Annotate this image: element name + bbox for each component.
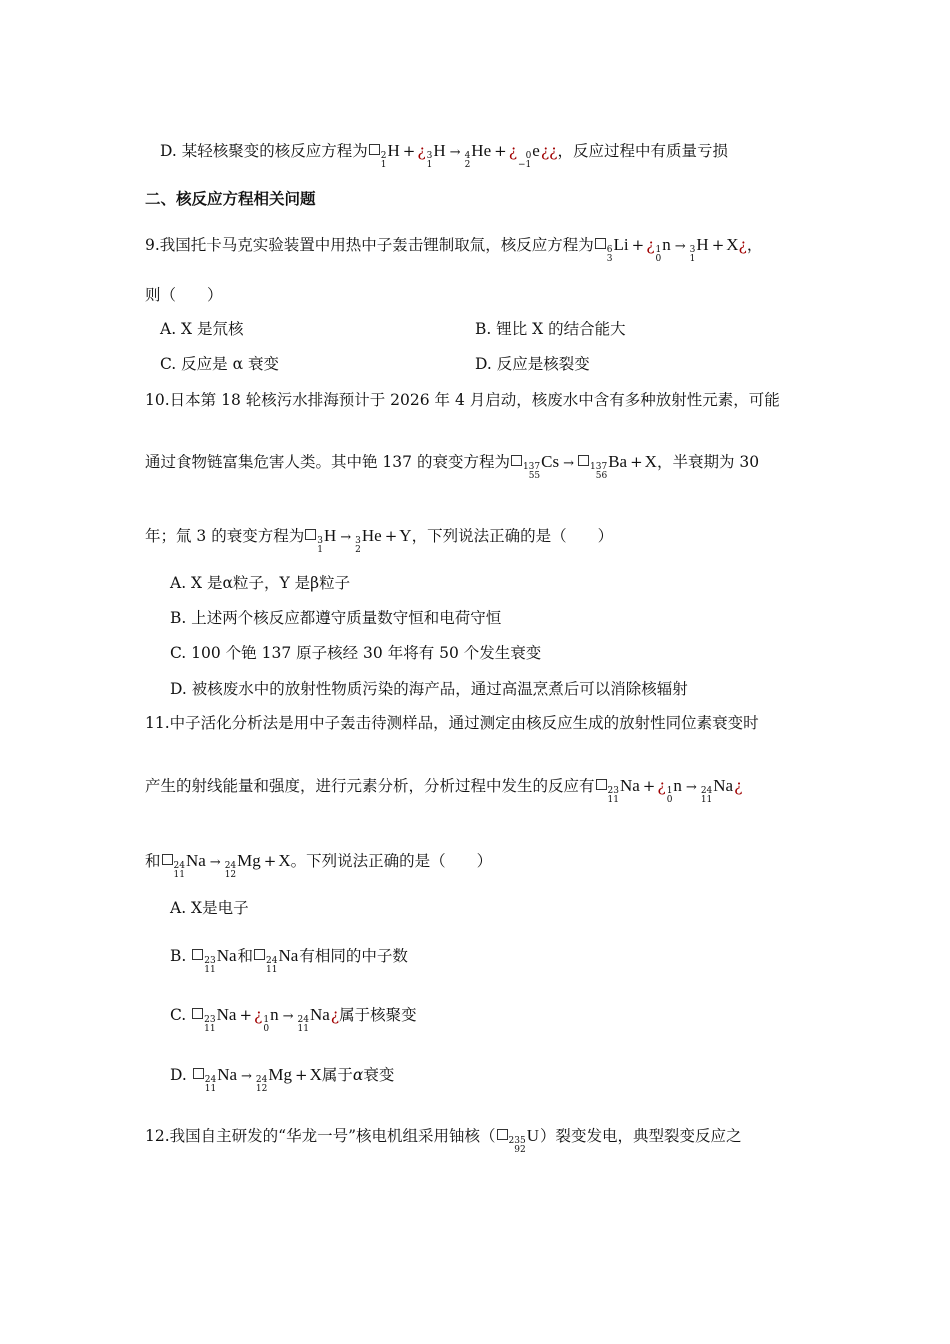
q11-stem-line2: 产生的射线能量和强度，进行元素分析，分析过程中发生的反应有 23 11 Na + ¿ 1 0 n → 24 11 Na ¿ [145, 776, 743, 805]
q12-equation: 235 92 U [496, 1127, 540, 1145]
q9-stem: 9.我国托卡马克实验装置中用热中子轰击锂制取氚，核反应方程为 6 3 Li + ¿ 1 0 n → 3 1 H + X¿， [145, 235, 763, 264]
q11-option-c: C. 23 11 Na + ¿ 1 0 n → 24 11 Na ¿属于核聚变 [170, 1005, 417, 1034]
q12-stem-line1: 12.我国自主研发的“华龙一号”核电机组采用铀核（ 235 92 U ）裂变发电，典型裂变反应之 [145, 1126, 742, 1155]
q10-option-d: D. 被核废水中的放射性物质污染的海产品，通过高温烹煮后可以消除核辐射 [170, 680, 688, 698]
q10-option-c: C. 100 个铯 137 原子核经 30 年将有 50 个发生衰变 [170, 644, 542, 662]
q9-option-a: A. X 是氘核 [160, 320, 244, 338]
q11-option-d: D. 24 11 Na → 24 12 Mg + X属于α衰变 [170, 1065, 395, 1094]
q10-stem-line3: 年；氚 3 的衰变方程为 3 1 H → 3 2 He + Y，下列说法正确的是（ ） [145, 526, 614, 555]
q10-equation-cs: 137 55 Cs → 137 56 Ba + X [510, 453, 657, 471]
q10-option-b: B. 上述两个核反应都遵守质量数守恒和电荷守恒 [170, 609, 502, 627]
q8-equation: 2 1 H + ¿ 3 1 H → 4 2 He + ¿ 0 −1 e ¿¿ [368, 142, 558, 160]
q10-stem-line2: 通过食物链富集危害人类。其中铯 137 的衰变方程为 137 55 Cs → 137 56 Ba + X，半衰期为 30 [145, 452, 760, 481]
q9-option-c: C. 反应是 α 衰变 [160, 355, 279, 373]
section-heading: 二、核反应方程相关问题 [145, 189, 316, 208]
q10-equation-h: 3 1 H → 3 2 He + Y [304, 527, 411, 545]
q11-stem-line1: 11.中子活化分析法是用中子轰击待测样品，通过测定由核反应生成的放射性同位素衰变时 [145, 714, 759, 732]
q9-option-d: D. 反应是核裂变 [475, 355, 590, 373]
q11-option-b: B. 23 11 Na 和 24 11 Na 有相同的中子数 [170, 946, 408, 975]
q11-option-a: A. X是电子 [170, 899, 249, 917]
q9-stem-line2: 则（ ） [145, 286, 223, 304]
q9-option-b: B. 锂比 X 的结合能大 [475, 320, 626, 338]
q10-option-a: A. X 是α粒子，Y 是β粒子 [170, 574, 351, 592]
q11-equation-1: 23 11 Na + ¿ 1 0 n → 24 11 Na ¿ [595, 777, 743, 795]
q9-equation: 6 3 Li + ¿ 1 0 n → 3 1 H + X¿ [594, 236, 747, 254]
q11-equation-2: 24 11 Na → 24 12 Mg + X [161, 852, 291, 870]
q8-option-d: D. 某轻核聚变的核反应方程为 2 1 H + ¿ 3 1 H → 4 2 He + ¿ 0 −1 e ¿¿，反应过程中有质量亏损 [160, 141, 728, 170]
q11-stem-line3: 和 24 11 Na → 24 12 Mg + X。下列说法正确的是（ ） [145, 851, 493, 880]
q10-stem-line1: 10.日本第 18 轮核污水排海预计于 2026 年 4 月启动，核废水中含有多种放射性元素，可能 [145, 391, 780, 409]
